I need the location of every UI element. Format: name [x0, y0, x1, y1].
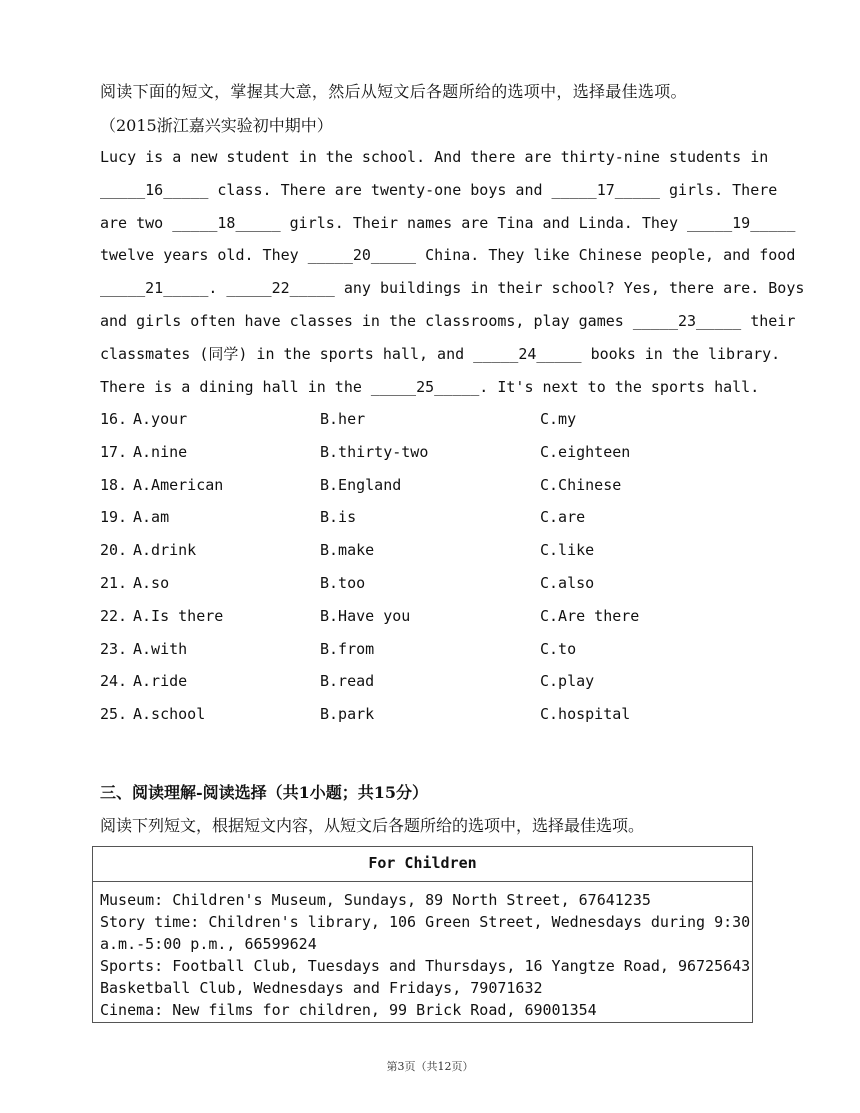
- passage-line: There is a dining hall in the _____25_____. It's next to the sports hall.: [100, 377, 760, 396]
- option-b: B.thirty-two: [320, 442, 429, 461]
- question-number: 25.: [100, 705, 128, 724]
- option-c: C.my: [540, 410, 577, 428]
- passage-line: classmates (同学) in the sports hall, and _____24_____ books in the library.: [100, 344, 781, 363]
- question-number: 18.: [100, 475, 128, 494]
- passage-line: _____21_____. _____22_____ any buildings in their school? Yes, there are. Boys: [100, 279, 805, 298]
- option-b: B.England: [320, 475, 402, 494]
- notice-line: Cinema: New films for children, 99 Brick Road, 69001354: [100, 1001, 597, 1019]
- option-c: C.are: [540, 508, 586, 527]
- question-number: 19.: [100, 508, 128, 527]
- section-instruction: 阅读下列短文，根据短文内容，从短文后各题所给的选项中，选择最佳选项。: [100, 816, 645, 835]
- question-source: （2015浙江嘉兴实验初中期中）: [100, 116, 333, 135]
- option-b: B.from: [320, 639, 375, 658]
- option-c: C.to: [540, 639, 577, 658]
- option-c: C.play: [540, 672, 595, 691]
- option-row: [100, 703, 740, 736]
- option-a: A.nine: [133, 442, 188, 461]
- cloze-passage: [100, 146, 805, 408]
- option-row: [100, 506, 740, 539]
- option-b: B.her: [320, 410, 366, 428]
- notice-line: Story time: Children's library, 106 Green Street, Wednesdays during 9:30: [100, 913, 751, 931]
- answer-options: [100, 408, 740, 736]
- passage-line: and girls often have classes in the classrooms, play games _____23_____ their: [100, 311, 796, 330]
- passage-line: _____16_____ class. There are twenty-one boys and _____17_____ girls. There: [100, 180, 778, 199]
- passage-line: Lucy is a new student in the school. And there are thirty-nine students in: [100, 148, 769, 166]
- option-b: B.Have you: [320, 606, 411, 625]
- option-a: A.with: [133, 639, 188, 658]
- option-b: B.too: [320, 573, 366, 592]
- option-b: B.is: [320, 508, 357, 527]
- notice-title: For Children: [93, 847, 752, 882]
- question-number: 20.: [100, 541, 128, 560]
- notice-line: a.m.-5:00 p.m., 66599624: [100, 935, 317, 953]
- notice-body: [93, 882, 752, 1021]
- option-a: A.your: [133, 410, 188, 428]
- notice-table: [92, 846, 753, 1023]
- option-a: A.ride: [133, 672, 188, 691]
- question-number: 24.: [100, 672, 128, 691]
- option-b: B.make: [320, 541, 375, 560]
- option-row: [100, 474, 740, 507]
- option-c: C.like: [540, 541, 595, 560]
- option-a: A.American: [133, 475, 224, 494]
- option-a: A.am: [133, 508, 170, 527]
- option-row: [100, 572, 740, 605]
- option-row: [100, 408, 740, 441]
- question-number: 23.: [100, 639, 128, 658]
- notice-line: Museum: Children's Museum, Sundays, 89 North Street, 67641235: [100, 891, 651, 909]
- question-number: 22.: [100, 606, 128, 625]
- option-c: C.Chinese: [540, 475, 622, 494]
- option-c: C.Are there: [540, 606, 640, 625]
- question-number: 16.: [100, 410, 128, 428]
- question-number: 17.: [100, 442, 128, 461]
- notice-line: Basketball Club, Wednesdays and Fridays, 79071632: [100, 979, 543, 997]
- option-a: A.Is there: [133, 606, 224, 625]
- option-b: B.read: [320, 672, 375, 691]
- option-a: A.drink: [133, 541, 197, 560]
- option-row: [100, 539, 740, 572]
- option-a: A.so: [133, 573, 170, 592]
- passage-line: twelve years old. They _____20_____ China. They like Chinese people, and food: [100, 246, 796, 265]
- option-a: A.school: [133, 705, 206, 724]
- option-row: [100, 638, 740, 671]
- notice-line: Sports: Football Club, Tuesdays and Thursdays, 16 Yangtze Road, 96725643: [100, 957, 751, 975]
- option-row: [100, 605, 740, 638]
- question-number: 21.: [100, 573, 128, 592]
- passage-line: are two _____18_____ girls. Their names are Tina and Linda. They _____19_____: [100, 213, 796, 232]
- option-c: C.hospital: [540, 705, 631, 724]
- option-row: [100, 441, 740, 474]
- option-b: B.park: [320, 705, 375, 724]
- option-c: C.also: [540, 573, 595, 592]
- reading-instruction: 阅读下面的短文，掌握其大意，然后从短文后各题所给的选项中，选择最佳选项。: [100, 82, 687, 101]
- page-footer: 第3页（共12页）: [386, 1060, 474, 1073]
- section-title: 三、阅读理解-阅读选择（共1小题；共15分）: [100, 783, 429, 802]
- option-row: [100, 670, 740, 703]
- option-c: C.eighteen: [540, 442, 631, 461]
